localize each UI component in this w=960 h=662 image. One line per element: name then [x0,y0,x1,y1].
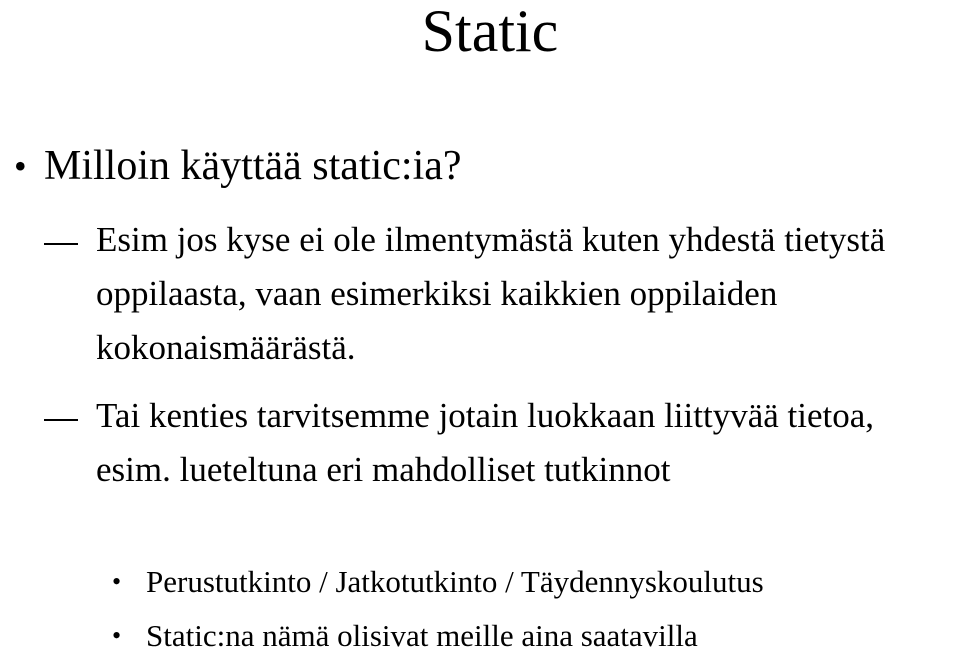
bullet-dot-icon: • [14,146,27,186]
slide-title: Static [421,0,559,64]
sub-item-1: Esim jos kyse ei ole ilmentymästä kuten yhdestä tietystä oppilaasta, vaan esimerkiksi kaikkien oppilaiden kokonaismäärästä. [96,220,886,367]
bullet-text: Milloin käyttää static:ia? [44,143,462,189]
dash-icon [44,243,78,245]
sub-sub-item-2: Static:na nämä olisivat meille aina saatavilla [146,618,698,653]
sub-sub-item-1: Perustutkinto / Jatkotutkinto / Täydennyskoulutus [146,564,764,599]
dash-icon [44,419,78,421]
sub-item-2: Tai kenties tarvitsemme jotain luokkaan liittyvää tietoa, esim. lueteltuna eri mahdolliset tutkinnot [96,396,875,489]
bullet-dot-icon: • [112,567,122,596]
bullet-dot-icon: • [112,621,122,650]
